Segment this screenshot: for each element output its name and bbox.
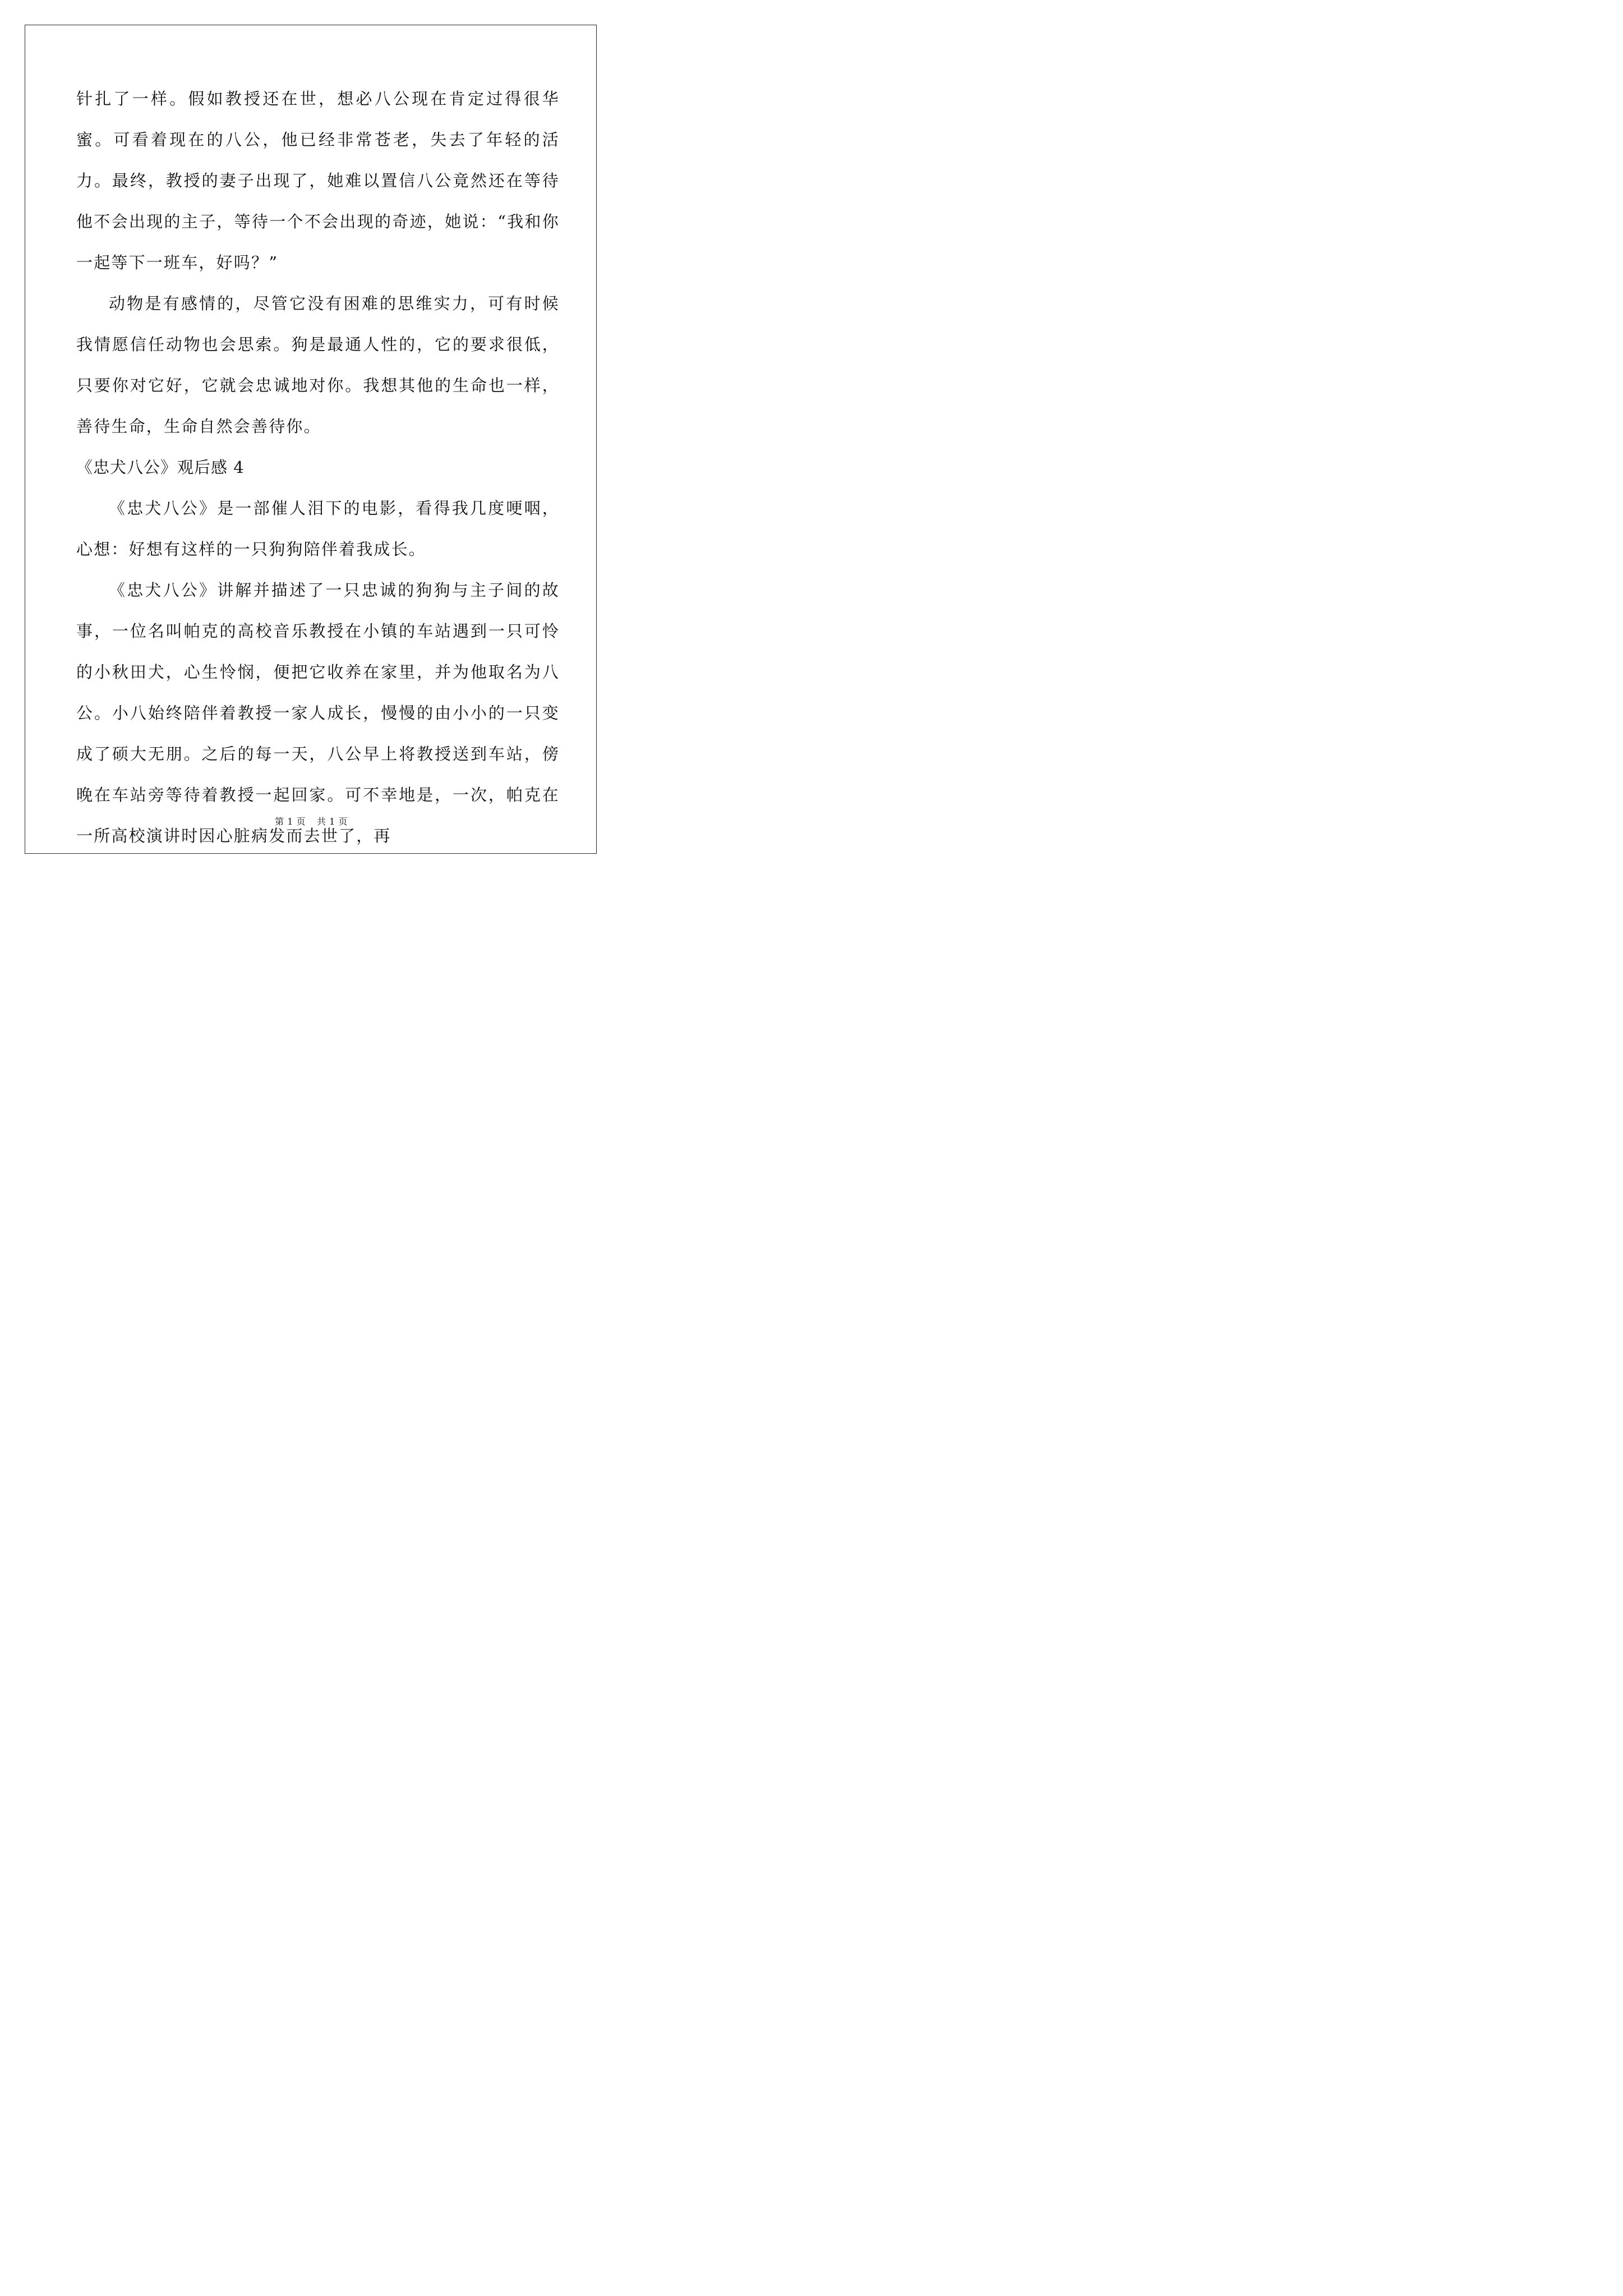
paragraph-intro: 《忠犬八公》是一部催人泪下的电影，看得我几度哽咽，心想：好想有这样的一只狗狗陪伴着我成长。 — [76, 499, 560, 559]
paragraph-animals-emotions: 动物是有感情的，尽管它没有困难的思维实力，可有时候我情愿信任动物也会思索。狗是最通人性的，它的要求很低，只要你对它好，它就会忠诚地对你。我想其他的生命也一样，善待生命，生命自然会善待你。 — [76, 294, 560, 436]
section-heading: 《忠犬八公》观后感 4 — [76, 458, 245, 477]
page-total: 共 1 页 — [317, 816, 348, 827]
page-footer — [0, 815, 623, 827]
paragraph-story: 《忠犬八公》讲解并描述了一只忠诚的狗狗与主子间的故事，一位名叫帕克的高校音乐教授在小镇的车站遇到一只可怜的小秋田犬，心生怜悯，便把它收养在家里，并为他取名为八公。小八始终陪伴着教授一家人成长，慢慢的由小小的一只变成了硕大无朋。之后的每一天，八公早上将教授送到车站，傍晚在车站旁等待着教授一起回家。可不幸地是，一次，帕克在一所高校演讲时因心脏病发而去世了，再 — [76, 581, 560, 845]
paragraph-continuation: 针扎了一样。假如教授还在世，想必八公现在肯定过得很华蜜。可看着现在的八公，他已经非常苍老，失去了年轻的活力。最终，教授的妻子出现了，她难以置信八公竟然还在等待他不会出现的主子，等待一个不会出现的奇迹，她说：“我和你一起等下一班车，好吗？” — [76, 89, 560, 272]
document-body — [76, 79, 560, 857]
page-number: 第 1 页 — [275, 816, 306, 827]
